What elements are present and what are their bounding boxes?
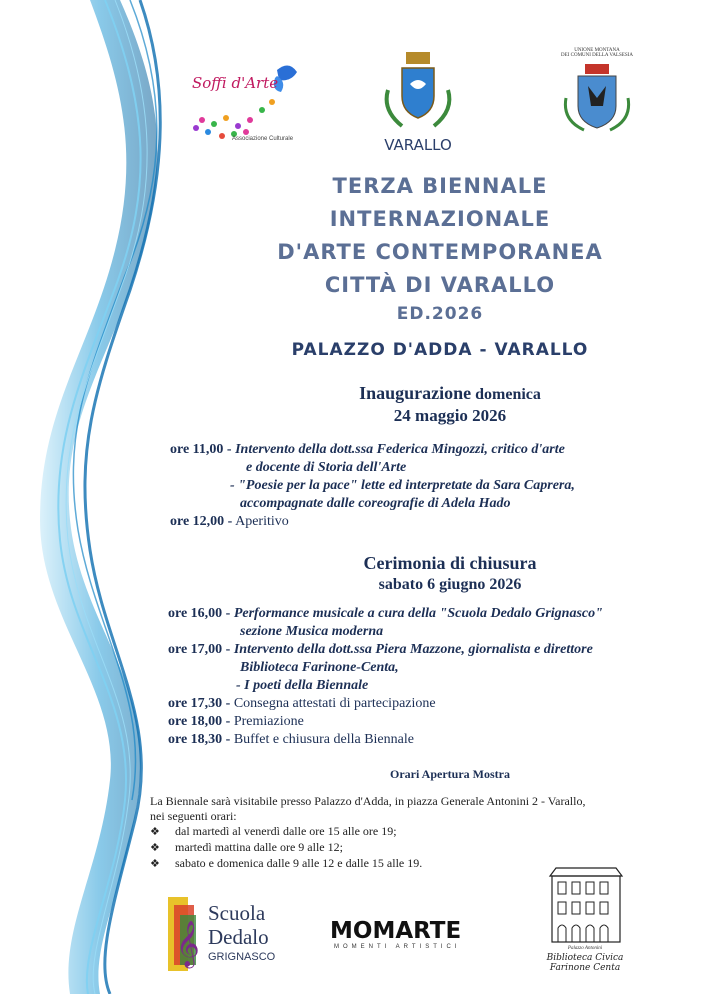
item-time: ore 18,30 - — [168, 732, 231, 747]
scuola-line2: Dedalo — [208, 925, 269, 949]
soffiarte-logo — [182, 60, 314, 150]
item-text: accompagnate dalle coreografie di Adela Hado — [240, 496, 511, 511]
bullet-icon: ❖ — [150, 858, 160, 870]
scuola-line3: GRIGNASCO — [208, 951, 276, 963]
item-time: ore 17,00 - — [168, 642, 231, 657]
biblioteca-logo — [540, 862, 630, 972]
closing-item-2 — [240, 624, 383, 640]
inauguration-item-3 — [230, 478, 575, 494]
biblioteca-line1: Biblioteca Civica — [546, 953, 624, 963]
item-text: Premiazione — [233, 714, 304, 729]
closing-item-7 — [168, 714, 304, 730]
item-text: Performance musicale a cura della "Scuola Dedalo Grignasco" — [233, 606, 603, 621]
closing-item-3 — [168, 642, 593, 658]
title-line-1: TERZA BIENNALE — [332, 174, 548, 198]
inauguration-date: 24 maggio 2026 — [393, 406, 507, 425]
momarte-subtitle: MOMENTI ARTISTICI — [334, 944, 461, 950]
item-time: ore 18,00 - — [168, 714, 231, 729]
biblioteca-caption: Palazzo Antonini — [567, 946, 603, 951]
bullet-icon: ❖ — [150, 842, 160, 854]
title-line-4: CITTÀ DI VARALLO — [324, 273, 556, 297]
item-text: Buffet e chiusura della Biennale — [233, 732, 414, 747]
closing-heading: Cerimonia di chiusura — [363, 553, 537, 573]
varallo-crest — [378, 50, 458, 158]
item-text: e docente di Storia dell'Arte — [246, 460, 407, 475]
inauguration-item-5 — [170, 514, 289, 530]
hours-intro-1: La Biennale sarà visitabile presso Palazzo d'Adda, in piazza Generale Antonini 2 - Varallo, — [150, 794, 586, 808]
eagle-shield-icon — [552, 58, 642, 138]
scuola-dedalo-logo — [166, 895, 296, 977]
item-text: sezione Musica moderna — [240, 624, 384, 639]
closing-item-4 — [240, 660, 399, 676]
item-text: Intervento della dott.ssa Federica Mingozzi, critico d'arte — [235, 442, 565, 457]
inauguration-item-4 — [240, 496, 511, 512]
item-time: ore 11,00 - — [170, 442, 232, 457]
item-text: Intervento della dott.ssa Piera Mazzone, giornalista e direttore — [233, 642, 593, 657]
closing-date: sabato 6 giugno 2026 — [378, 576, 522, 593]
item-time: ore 17,30 - — [168, 696, 231, 711]
hours-intro-2: nei seguenti orari: — [150, 809, 237, 823]
hours-bullet-3: sabato e domenica dalle 9 alle 12 e dalle 15 alle 19. — [175, 856, 423, 870]
title-line-3: D'ARTE CONTEMPORANEA — [277, 240, 603, 264]
item-text: Aperitivo — [235, 514, 289, 529]
item-text: Consegna attestati di partecipazione — [233, 696, 436, 711]
inauguration-heading-rest: domenica — [471, 386, 541, 403]
inauguration-heading — [200, 383, 700, 404]
item-text: Biblioteca Farinone-Centa, — [240, 660, 399, 675]
closing-item-1 — [168, 606, 603, 622]
title-edition: ED.2026 — [396, 304, 484, 324]
soffiarte-subtitle: Associazione Culturale — [232, 136, 294, 142]
coat-of-arms-icon — [378, 50, 458, 134]
inauguration-heading-bold: Inaugurazione — [359, 383, 472, 403]
biblioteca-line2: Farinone Centa — [549, 963, 621, 973]
bullet-icon: ❖ — [150, 826, 160, 838]
item-time: ore 12,00 - — [170, 514, 233, 529]
closing-item-6 — [168, 696, 436, 712]
varallo-name: VARALLO — [384, 136, 452, 154]
building-icon — [548, 862, 624, 946]
hours-bullet-2: martedì mattina dalle ore 9 alle 12; — [175, 840, 343, 854]
unione-line2: DEI COMUNI DELLA VALSESIA — [561, 53, 633, 58]
item-text: - "Poesie per la pace" lette ed interpretate da Sara Caprera, — [230, 478, 575, 493]
music-clef-icon — [166, 895, 210, 975]
scuola-line1: Scuola — [208, 901, 266, 925]
inauguration-item-2 — [246, 460, 406, 476]
inauguration-item-1 — [170, 442, 565, 458]
item-time: ore 16,00 - — [168, 606, 231, 621]
hours-heading: Orari Apertura Mostra — [390, 767, 510, 781]
closing-item-8 — [168, 732, 414, 748]
soffiarte-name: Soffi d'Arte — [192, 74, 279, 92]
momarte-logo — [330, 918, 475, 958]
venue-title: PALAZZO D'ADDA - VARALLO — [291, 340, 589, 360]
unione-line1: UNIONE MONTANA — [574, 48, 620, 53]
unione-montana-crest — [552, 48, 642, 144]
hours-bullet-1: dal martedì al venerdì dalle ore 15 alle ore 19; — [175, 824, 397, 838]
blue-ribbon-decoration — [0, 0, 200, 994]
title-line-2: INTERNAZIONALE — [329, 207, 551, 231]
closing-item-5 — [236, 678, 368, 694]
item-text: - I poeti della Biennale — [236, 678, 369, 693]
momarte-name: MOMARTE — [330, 918, 462, 944]
svg-text:𝄞: 𝄞 — [176, 921, 200, 967]
